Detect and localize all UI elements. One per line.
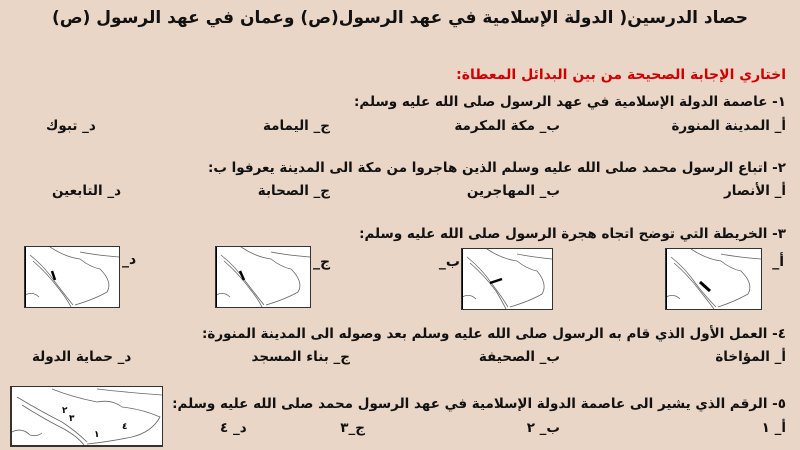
q1-option-c[interactable]: ج_ اليمامة bbox=[262, 118, 330, 134]
q4-option-a[interactable]: أ_ المؤاخاة bbox=[715, 349, 786, 365]
q4-option-b[interactable]: ب_ الصحيفة bbox=[478, 349, 560, 365]
instruction: اختاري الإجابة الصحيحة من بين البدائل المعطاة: bbox=[456, 67, 786, 83]
q3-option-c[interactable]: ج_ bbox=[313, 254, 331, 270]
q2-option-c[interactable]: ج_ الصحابة bbox=[257, 183, 330, 199]
q5-option-a[interactable]: أ_ ١ bbox=[761, 420, 786, 436]
map-arrow-northeast-icon bbox=[462, 249, 552, 309]
q3-map-d[interactable] bbox=[24, 246, 120, 308]
question-2: ٢- اتباع الرسول محمد صلى الله عليه وسلم الذين هاجروا من مكة الى المدينة يعرفوا ب: bbox=[208, 160, 786, 176]
arabia-map-icon bbox=[12, 387, 162, 445]
q2-option-d[interactable]: د_ التابعين bbox=[52, 183, 122, 199]
q1-option-b[interactable]: ب_ مكة المكرمة bbox=[454, 118, 560, 134]
svg-text:٢: ٢ bbox=[62, 406, 68, 416]
svg-text:١: ١ bbox=[94, 430, 100, 440]
question-3: ٣- الخريطة التي توضح اتجاه هجرة الرسول صلى الله عليه وسلم: bbox=[359, 226, 786, 242]
q3-option-d[interactable]: د_ bbox=[122, 252, 137, 268]
question-4: ٤- العمل الأول الذي قام به الرسول صلى الله عليه وسلم بعد وصوله الى المدينة المنورة: bbox=[201, 326, 786, 342]
map-arrow-north-icon bbox=[216, 247, 310, 307]
q2-option-b[interactable]: ب_ المهاجرين bbox=[466, 183, 560, 199]
q5-option-d[interactable]: د_ ٤ bbox=[220, 420, 247, 436]
svg-text:٤: ٤ bbox=[122, 422, 128, 432]
svg-text:٣: ٣ bbox=[69, 414, 75, 424]
q3-map-c[interactable] bbox=[215, 246, 311, 308]
map-arrow-north-icon bbox=[25, 247, 119, 307]
question-1: ١- عاصمة الدولة الإسلامية في عهد الرسول صلى الله عليه وسلم: bbox=[353, 94, 786, 110]
q5-map bbox=[10, 386, 163, 447]
q2-option-a[interactable]: أ_ الأنصار bbox=[724, 183, 786, 199]
q4-option-d[interactable]: د_ حماية الدولة bbox=[32, 349, 132, 365]
map-arrow-southeast-icon bbox=[666, 249, 761, 309]
q4-option-c[interactable]: ج_ بناء المسجد bbox=[251, 349, 350, 365]
q5-option-c[interactable]: ج_٣ bbox=[340, 420, 365, 436]
q5-option-b[interactable]: ب_ ٢ bbox=[526, 420, 560, 436]
q3-option-b[interactable]: ب_ bbox=[438, 254, 460, 270]
q3-option-a[interactable]: أ_ bbox=[772, 254, 784, 270]
question-5: ٥- الرقم الذي يشير الى عاصمة الدولة الإسلامية في عهد الرسول محمد صلى الله عليه وسلم: bbox=[172, 396, 786, 412]
page-title: حصاد الدرسين( الدولة الإسلامية في عهد الرسول(ص) وعمان في عهد الرسول (ص) bbox=[51, 8, 748, 28]
q1-option-a[interactable]: أ_ المدينة المنورة bbox=[671, 118, 786, 134]
q1-option-d[interactable]: د_ تبوك bbox=[46, 118, 96, 134]
q3-map-a[interactable] bbox=[665, 248, 762, 310]
q3-map-b[interactable] bbox=[461, 248, 553, 310]
